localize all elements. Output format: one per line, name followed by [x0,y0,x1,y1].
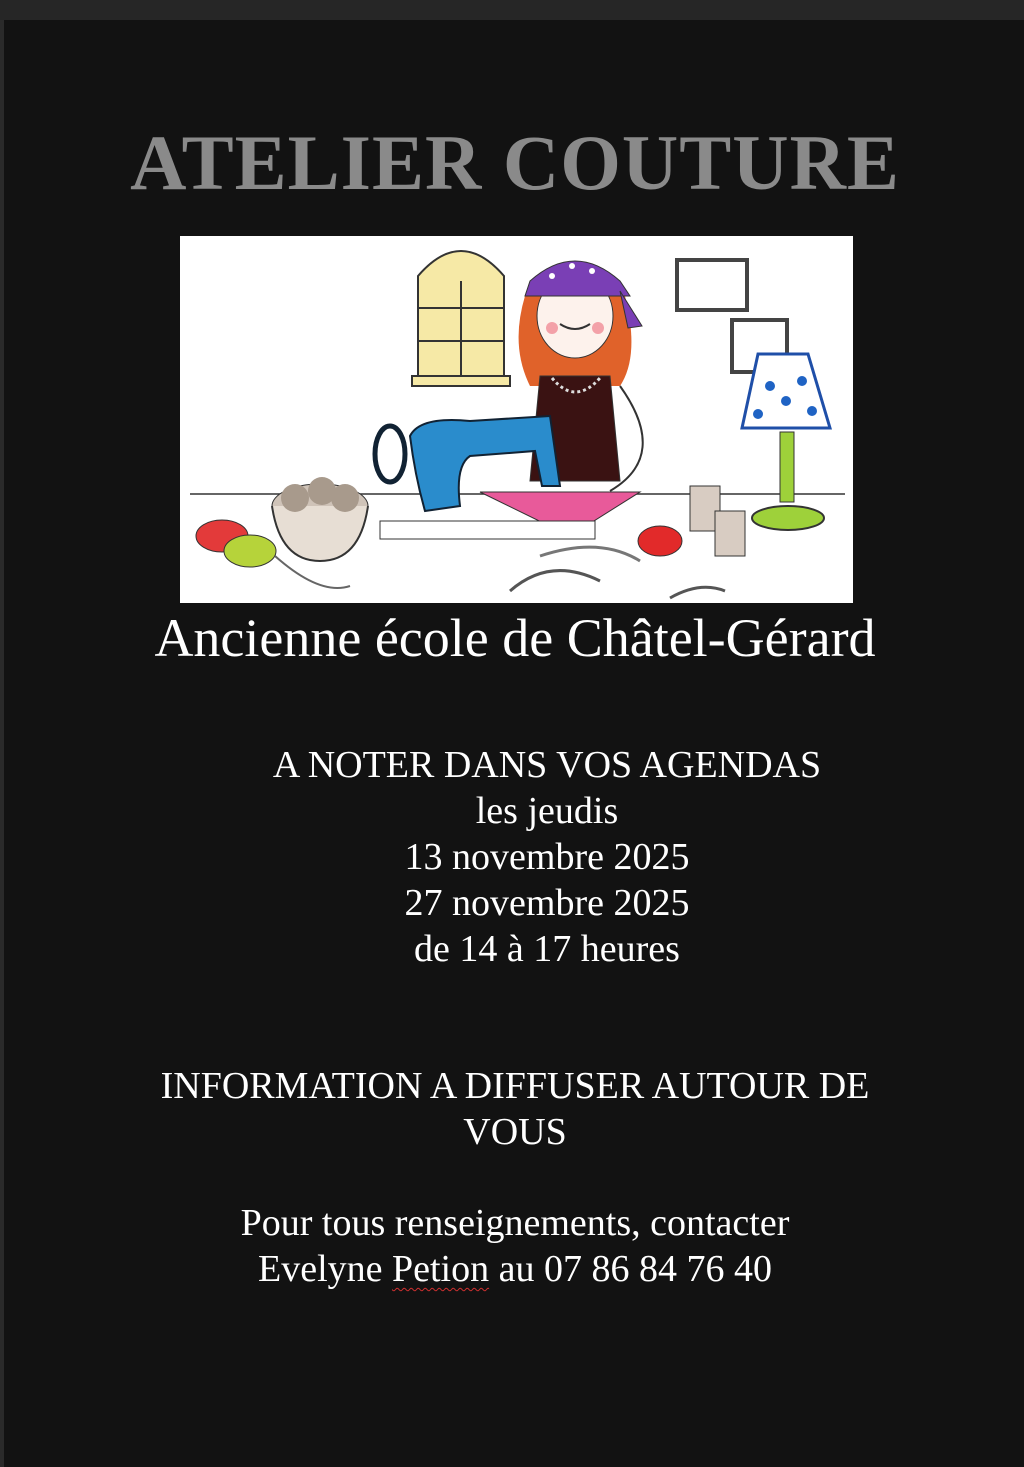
contact-line-2 [0,1246,1024,1292]
agenda-heading: A NOTER DANS VOS AGENDAS [272,744,822,786]
window-top-bar [0,0,1024,20]
info-block [0,1063,1024,1155]
contact-block [0,1200,1024,1292]
agenda-block [0,742,1024,972]
info-line-2: VOUS [463,1111,567,1153]
agenda-hours: de 14 à 17 heures [414,928,680,970]
venue-text: Ancienne école de Châtel-Gérard [154,608,876,668]
poster-title: ATELIER COUTURE [130,119,900,206]
ribbon-icon [224,535,276,567]
window-icon [412,251,510,386]
info-line-1: INFORMATION A DIFFUSER AUTOUR DE [160,1065,870,1107]
sewing-illustration [180,236,853,603]
agenda-date-1: 13 novembre 2025 [404,836,690,878]
contact-line-1: Pour tous renseignements, contacter [240,1202,790,1244]
contact-phone: au 07 86 84 76 40 [498,1248,772,1290]
lamp-icon [742,354,830,530]
agenda-date-2: 27 novembre 2025 [404,882,690,924]
sewing-woman-icon [180,236,853,603]
spool-icon [715,511,745,556]
contact-first-name: Evelyne [257,1248,383,1290]
basket-icon [272,477,368,561]
contact-last-name: Petion [392,1248,490,1290]
frame-icon [677,260,747,310]
agenda-days: les jeudis [475,790,619,832]
pincushion-icon [638,526,682,556]
